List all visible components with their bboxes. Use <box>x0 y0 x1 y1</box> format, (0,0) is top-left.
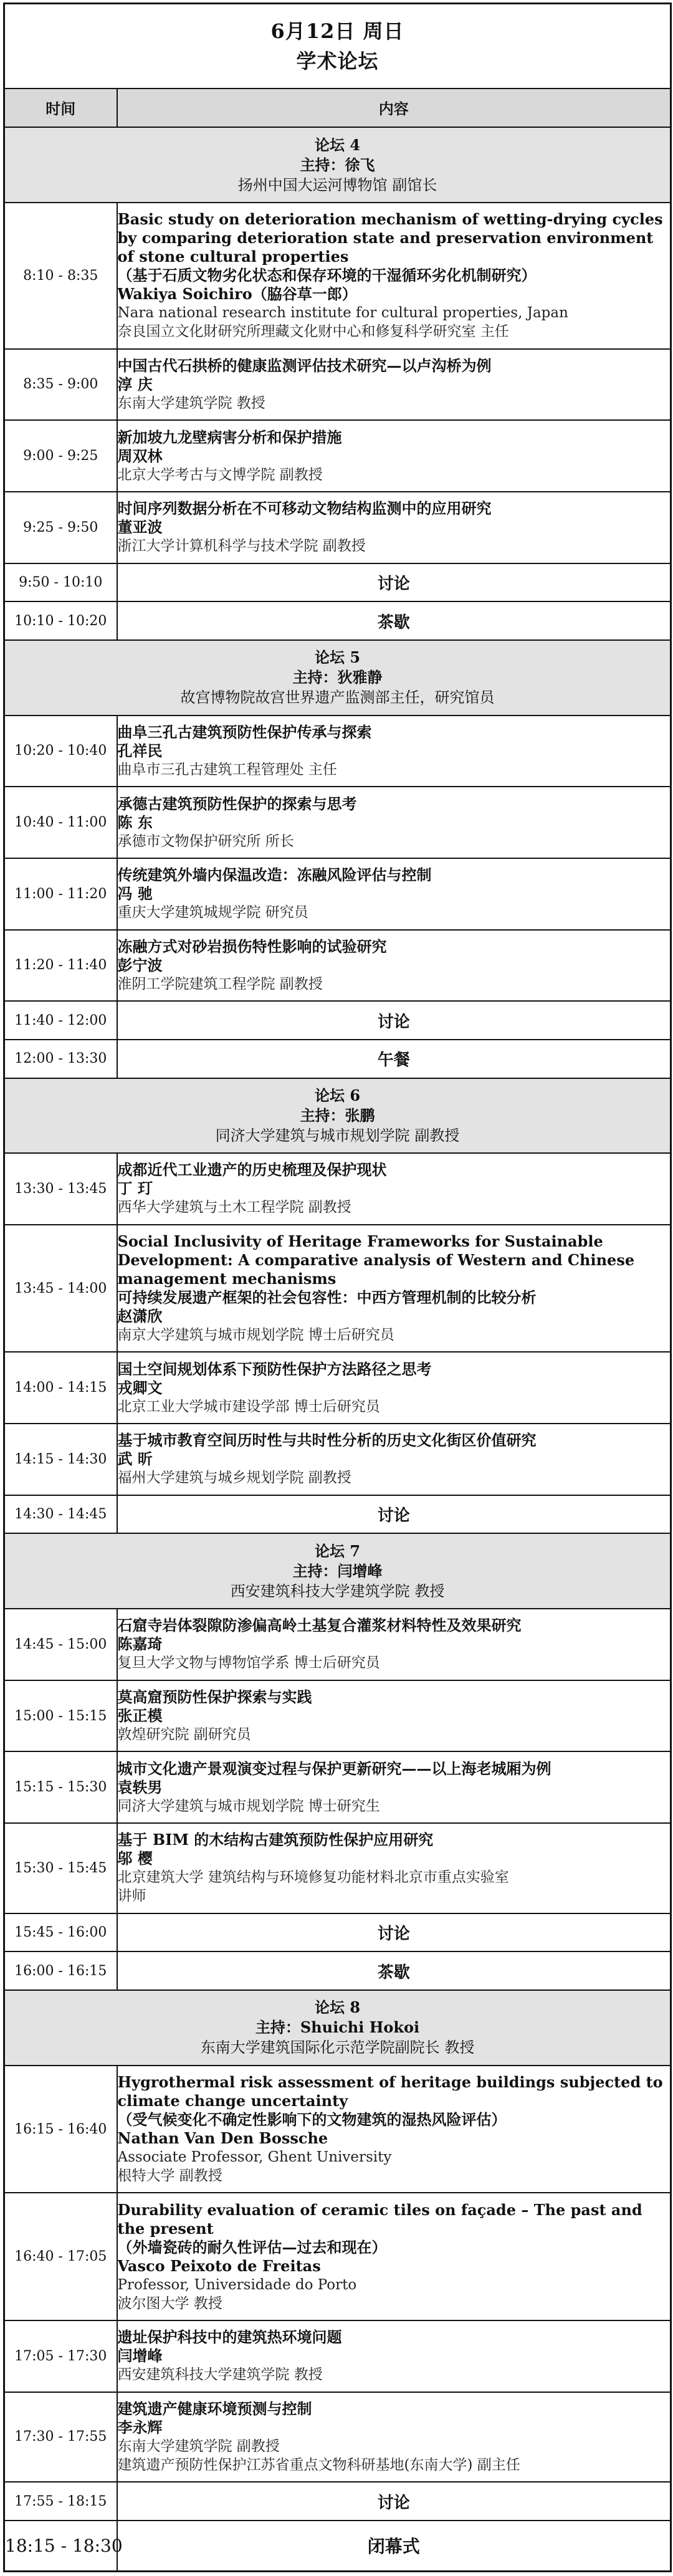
speaker-affiliation: 北京工业大学城市建设学部 博士后研究员 <box>117 1398 380 1415</box>
break-row <box>4 2482 671 2521</box>
talk-details <box>117 2193 671 2320</box>
break-label: 讨论 <box>117 1001 671 1040</box>
speaker-affiliation: 奈良国立文化財研究所理藏文化财中心和修复科学研究室 主任 <box>117 323 509 340</box>
talk-time: 9:25 - 9:50 <box>4 492 117 563</box>
talk-time: 11:00 - 11:20 <box>4 858 117 930</box>
talk-row <box>4 203 671 349</box>
talk-title: 遗址保护科技中的建筑热环境问题 <box>117 2328 342 2347</box>
talk-time: 8:35 - 9:00 <box>4 349 117 421</box>
break-label: 讨论 <box>117 1495 671 1534</box>
speaker-affiliation: 东南大学建筑学院 教授 <box>117 395 265 411</box>
forum-host: 主持：张鹏 <box>300 1106 375 1124</box>
speaker-name: Nathan Van Den Bossche <box>117 2129 328 2148</box>
talk-title: 承德古建筑预防性保护的探索与思考 <box>117 794 357 813</box>
forum-host-affiliation: 东南大学建筑国际化示范学院副院长 教授 <box>200 2039 475 2057</box>
break-time: 11:40 - 12:00 <box>4 1001 117 1040</box>
speaker-name: 袁轶男 <box>117 1778 163 1796</box>
forum-header-row <box>4 640 671 716</box>
talk-time: 17:30 - 17:55 <box>4 2392 117 2483</box>
talk-time: 13:45 - 14:00 <box>4 1225 117 1353</box>
event-title: 学术论坛 <box>296 49 379 73</box>
talk-title: 建筑遗产健康环境预测与控制 <box>117 2399 312 2418</box>
talk-title-translation: 可持续发展遗产框架的社会包容性：中西方管理机制的比较分析 <box>117 1288 537 1307</box>
talk-row <box>4 787 671 858</box>
forum-header <box>4 1533 671 1609</box>
talk-details <box>117 930 671 1002</box>
forum-name: 论坛 8 <box>314 1998 361 2017</box>
talk-details <box>117 420 671 492</box>
speaker-affiliation: 建筑遗产预防性保护江苏省重点文物科研基地(东南大学) 副主任 <box>117 2456 520 2473</box>
speaker-name: 彭宁波 <box>117 955 163 974</box>
talk-title: 曲阜三孔古建筑预防性保护传承与探索 <box>117 722 372 741</box>
speaker-name: 赵潇欣 <box>117 1307 163 1326</box>
speaker-name: 李永辉 <box>117 2418 163 2436</box>
talk-row <box>4 1823 671 1913</box>
break-label: 讨论 <box>117 2482 671 2521</box>
talk-title: 传统建筑外墙内保温改造：冻融风险评估与控制 <box>117 866 432 884</box>
talk-title: Social Inclusivity of Heritage Frameworks for Sustainable Development: A comparative analysis of Western and Chinese management mechanisms <box>117 1232 635 1288</box>
forum-host: 主持：徐飞 <box>300 155 375 174</box>
forum-header <box>4 640 671 716</box>
speaker-name: 邬 樱 <box>117 1849 153 1868</box>
talk-title: 基于城市教育空间历时性与共时性分析的历史文化街区价值研究 <box>117 1431 537 1450</box>
break-label: 茶歇 <box>117 1951 671 1990</box>
speaker-name: 孔祥民 <box>117 741 163 760</box>
talk-time: 10:20 - 10:40 <box>4 716 117 787</box>
speaker-affiliation: 西安建筑科技大学建筑学院 教授 <box>117 2367 323 2383</box>
break-row <box>4 1913 671 1952</box>
talk-row <box>4 349 671 421</box>
speaker-name: 戎卿文 <box>117 1378 163 1397</box>
forum-header-row <box>4 127 671 203</box>
speaker-name: 闫增峰 <box>117 2347 163 2365</box>
forum-name: 论坛 4 <box>314 135 361 154</box>
talk-title-translation: （受气候变化不确定性影响下的文物建筑的湿热风险评估） <box>117 2110 507 2129</box>
break-label: 茶歇 <box>117 601 671 640</box>
talk-row <box>4 1424 671 1495</box>
speaker-name: 冯 驰 <box>117 884 153 903</box>
talk-row <box>4 1609 671 1680</box>
talk-details <box>117 858 671 930</box>
talk-time: 15:00 - 15:15 <box>4 1680 117 1752</box>
forum-name: 论坛 5 <box>314 648 361 667</box>
talk-title: 成都近代工业遗产的历史梳理及保护现状 <box>117 1161 387 1179</box>
speaker-affiliation: 淮阴工学院建筑工程学院 副教授 <box>117 975 323 992</box>
talk-details <box>117 1225 671 1353</box>
title-cell <box>4 4 671 89</box>
talk-title: 冻融方式对砂岩损伤特性影响的试验研究 <box>117 937 387 955</box>
talk-time: 16:15 - 16:40 <box>4 2066 117 2193</box>
speaker-affiliation: 敦煌研究院 副研究员 <box>117 1726 251 1743</box>
talk-title: 基于 BIM 的木结构古建筑预防性保护应用研究 <box>117 1831 434 1849</box>
speaker-name: 周双林 <box>117 446 163 465</box>
speaker-affiliation: 南京大学建筑与城市规划学院 博士后研究员 <box>117 1327 394 1344</box>
forum-header-row <box>4 1078 671 1154</box>
talk-details <box>117 716 671 787</box>
forum-name: 论坛 6 <box>314 1086 361 1104</box>
break-row <box>4 1495 671 1534</box>
speaker-affiliation: 福州大学建筑与城乡规划学院 副教授 <box>117 1470 351 1487</box>
forum-header-row <box>4 1990 671 2066</box>
break-row <box>4 1951 671 1990</box>
forum-header-row <box>4 1533 671 1609</box>
speaker-affiliation: 重庆大学建筑城规学院 研究员 <box>117 904 308 921</box>
forum-header <box>4 1078 671 1154</box>
speaker-affiliation: 波尔图大学 教授 <box>117 2295 222 2312</box>
talk-title-translation: （基于石质文物劣化状态和保存环境的干湿循环劣化机制研究） <box>117 266 537 285</box>
break-label: 讨论 <box>117 1913 671 1952</box>
speaker-name: Wakiya Soichiro（脇谷草一郎） <box>117 285 357 304</box>
talk-details <box>117 1751 671 1823</box>
speaker-name: 武 昕 <box>117 1450 153 1468</box>
speaker-affiliation: 曲阜市三孔古建筑工程管理处 主任 <box>117 761 337 778</box>
forum-host: 主持：Shuichi Hokoi <box>255 2018 420 2037</box>
talk-row <box>4 492 671 563</box>
break-time: 9:50 - 10:10 <box>4 563 117 602</box>
talk-title: 城市文化遗产景观演变过程与保护更新研究——以上海老城厢为例 <box>117 1759 551 1778</box>
talk-time: 9:00 - 9:25 <box>4 420 117 492</box>
talk-details <box>117 1153 671 1225</box>
talk-title-translation: （外墙瓷砖的耐久性评估—过去和现在） <box>117 2238 387 2256</box>
schedule-page <box>3 2 670 2572</box>
speaker-name: 董亚波 <box>117 518 163 537</box>
speaker-affiliation: 根特大学 副教授 <box>117 2168 222 2185</box>
speaker-affiliation: 北京大学考古与文博学院 副教授 <box>117 466 323 483</box>
speaker-affiliation: Professor, Universidade do Porto <box>117 2276 357 2293</box>
talk-time: 14:45 - 15:00 <box>4 1609 117 1680</box>
speaker-affiliation: 东南大学建筑学院 副教授 <box>117 2438 280 2454</box>
talk-title: 时间序列数据分析在不可移动文物结构监测中的应用研究 <box>117 499 492 518</box>
talk-details <box>117 1680 671 1752</box>
date-line: 6月12日 周日 <box>270 19 404 43</box>
talk-title: 莫高窟预防性保护探索与实践 <box>117 1688 312 1707</box>
talk-details <box>117 1823 671 1913</box>
talk-details <box>117 2392 671 2483</box>
speaker-affiliation: 讲师 <box>117 1888 146 1905</box>
closing-row <box>4 2521 671 2571</box>
talk-title: 国土空间规划体系下预防性保护方法路径之思考 <box>117 1359 432 1378</box>
talk-details <box>117 203 671 349</box>
talk-row <box>4 420 671 492</box>
talk-time: 10:40 - 11:00 <box>4 787 117 858</box>
break-time: 14:30 - 14:45 <box>4 1495 117 1534</box>
talk-title: Durability evaluation of ceramic tiles on façade – The past and the present <box>117 2200 642 2238</box>
talk-details <box>117 787 671 858</box>
talk-details <box>117 492 671 563</box>
forum-host-affiliation: 同济大学建筑与城市规划学院 副教授 <box>215 1126 460 1144</box>
column-header-content: 内容 <box>117 89 671 128</box>
column-header-time: 时间 <box>4 89 117 128</box>
speaker-affiliation: 北京建筑大学 建筑结构与环境修复功能材料北京市重点实验室 <box>117 1869 509 1886</box>
speaker-name: Vasco Peixoto de Freitas <box>117 2256 321 2275</box>
forum-header <box>4 1990 671 2066</box>
column-header-row <box>4 89 671 128</box>
speaker-name: 淳 庆 <box>117 375 153 393</box>
talk-time: 15:30 - 15:45 <box>4 1823 117 1913</box>
talk-details <box>117 1609 671 1680</box>
talk-time: 14:15 - 14:30 <box>4 1424 117 1495</box>
talk-time: 8:10 - 8:35 <box>4 203 117 349</box>
speaker-name: 陈 东 <box>117 813 153 831</box>
schedule-table <box>3 2 672 2572</box>
break-time: 17:55 - 18:15 <box>4 2482 117 2521</box>
speaker-affiliation: 浙江大学计算机科学与技术学院 副教授 <box>117 538 366 555</box>
speaker-affiliation: Nara national research institute for cultural properties, Japan <box>117 305 568 322</box>
break-time: 12:00 - 13:30 <box>4 1040 117 1078</box>
talk-row <box>4 2392 671 2483</box>
talk-time: 15:15 - 15:30 <box>4 1751 117 1823</box>
talk-title: Basic study on deterioration mechanism of wetting-drying cycles by comparing deterioration state and preservation environment of stone cultural properties <box>117 210 663 266</box>
talk-row <box>4 2193 671 2320</box>
forum-host: 主持：狄雅静 <box>292 668 383 687</box>
forum-host-affiliation: 西安建筑科技大学建筑学院 教授 <box>230 1582 445 1600</box>
talk-row <box>4 1352 671 1424</box>
break-row <box>4 1040 671 1078</box>
break-time: 10:10 - 10:20 <box>4 601 117 640</box>
talk-row <box>4 2066 671 2193</box>
talk-details <box>117 2066 671 2193</box>
talk-details <box>117 2320 671 2392</box>
speaker-name: 丁 玎 <box>117 1179 153 1198</box>
break-row <box>4 601 671 640</box>
forum-name: 论坛 7 <box>314 1541 361 1560</box>
break-label: 午餐 <box>117 1040 671 1078</box>
speaker-affiliation: 复旦大学文物与博物馆学系 博士后研究员 <box>117 1655 380 1672</box>
speaker-name: 陈嘉琦 <box>117 1635 163 1654</box>
talk-title: 石窟寺岩体裂隙防渗偏高岭土基复合灌浆材料特性及效果研究 <box>117 1616 522 1635</box>
speaker-name: 张正模 <box>117 1707 163 1725</box>
talk-row <box>4 1680 671 1752</box>
talk-time: 13:30 - 13:45 <box>4 1153 117 1225</box>
talk-time: 11:20 - 11:40 <box>4 930 117 1002</box>
talk-row <box>4 1751 671 1823</box>
speaker-affiliation: Associate Professor, Ghent University <box>117 2149 392 2166</box>
forum-header <box>4 127 671 203</box>
talk-title: 中国古代石拱桥的健康监测评估技术研究—以卢沟桥为例 <box>117 356 492 375</box>
talk-row <box>4 716 671 787</box>
break-row <box>4 1001 671 1040</box>
forum-host-affiliation: 扬州中国大运河博物馆 副馆长 <box>237 176 437 194</box>
talk-row <box>4 858 671 930</box>
closing-time: 18:15 - 18:30 <box>4 2521 117 2571</box>
talk-details <box>117 1352 671 1424</box>
talk-time: 16:40 - 17:05 <box>4 2193 117 2320</box>
break-time: 15:45 - 16:00 <box>4 1913 117 1952</box>
talk-title: Hygrothermal risk assessment of heritage buildings subjected to climate change uncertainty <box>117 2073 663 2110</box>
talk-row <box>4 2320 671 2392</box>
talk-row <box>4 930 671 1002</box>
talk-time: 14:00 - 14:15 <box>4 1352 117 1424</box>
talk-details <box>117 349 671 421</box>
talk-row <box>4 1225 671 1353</box>
closing-label: 闭幕式 <box>117 2521 671 2571</box>
speaker-affiliation: 同济大学建筑与城市规划学院 博士研究生 <box>117 1798 380 1814</box>
talk-time: 17:05 - 17:30 <box>4 2320 117 2392</box>
title-row <box>4 4 671 89</box>
forum-host: 主持：闫增峰 <box>292 1561 383 1580</box>
speaker-affiliation: 承德市文物保护研究所 所长 <box>117 833 294 850</box>
break-time: 16:00 - 16:15 <box>4 1951 117 1990</box>
forum-host-affiliation: 故宫博物院故宫世界遗产监测部主任，研究馆员 <box>180 689 495 707</box>
talk-title: 新加坡九龙壁病害分析和保护措施 <box>117 428 342 446</box>
talk-details <box>117 1424 671 1495</box>
break-row <box>4 563 671 602</box>
speaker-affiliation: 西华大学建筑与土木工程学院 副教授 <box>117 1199 351 1216</box>
break-label: 讨论 <box>117 563 671 602</box>
talk-row <box>4 1153 671 1225</box>
